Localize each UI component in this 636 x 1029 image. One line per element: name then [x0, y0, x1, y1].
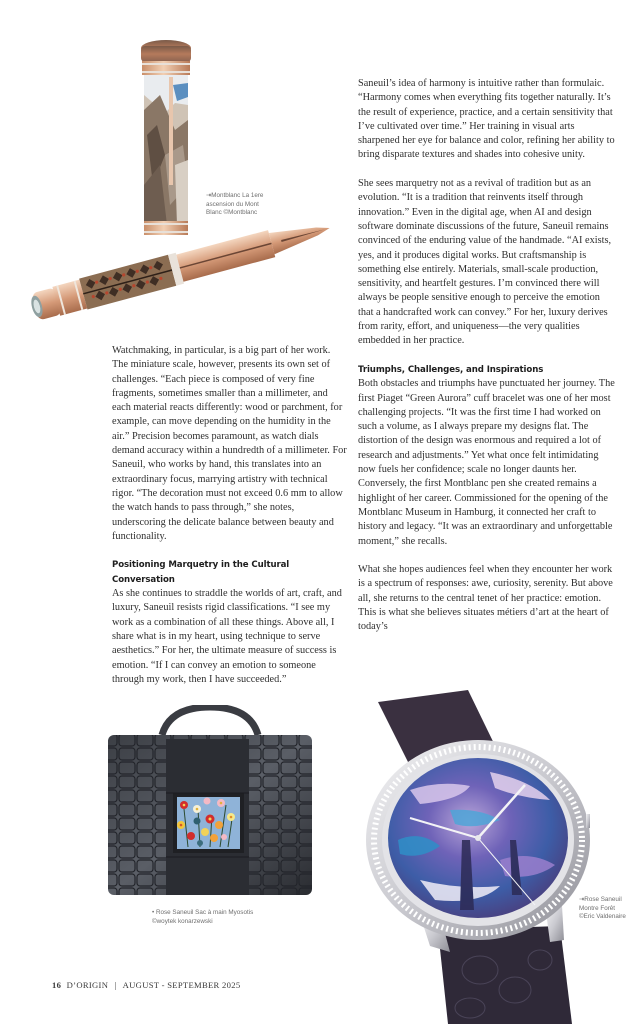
page-footer: [52, 980, 240, 990]
footer-separator: |: [114, 980, 117, 990]
caption-line: ©Eric Valdenaire: [579, 913, 626, 921]
caption-line: ⇥Rose Saneuil: [579, 896, 622, 903]
right-paragraph-4: What she hopes audiences feel when they encounter her work is a spectrum of responses: awe, curiosity, serenity. But above all, she returns to the central tenet of her practice: emotion. This is what she believes situates métiers d’art at the heart of today’s: [358, 564, 613, 633]
left-paragraph-1: Watchmaking, in particular, is a big part of her work. The miniature scale, however, presents its own set of challenges. “Each piece is composed of very fine fragments, sometimes smaller than a millimeter, and each material reacts differently: wood or parchment, for example, can move depending on the humidity in the air.” Precision becomes paramount, as watch dials demand accuracy within a hundredth of a millimeter. For Saneuil, who works by hand, this translates into an extraordinary focus, marrying artistry with technical rigor. “The decoration must not exceed 0.6 mm to allow the watch hands to pass through,” she notes, underscoring the delicate balance between beauty and functionality.: [112, 345, 347, 542]
right-paragraph-2: She sees marquetry not as a revival of tradition but as an evolution. “It is a tradition that reinvents itself through innovation.” Even in the digital age, when AI and design software dominate discussions of the future, Saneuil remains convinced of the enduring value of the handmade. “AI exists, yes, and it produces digital works. But craftsmanship is something else entirely. Materials, small-scale production, sensitivity, and heartfelt gestures. I’m convinced there will always be people sensitive enough to perceive the emotion that a handcrafted work can convey.” For her, luxury derives from rarity, effort, and uniqueness—the very qualities embedded in her practice.: [358, 178, 612, 347]
publication-name: D’ORIGIN: [66, 980, 109, 990]
left-column: [112, 344, 348, 687]
montre-foret-watch-illustration: [350, 690, 590, 1024]
caption-line: ©woytek konarzewski: [152, 917, 213, 925]
pen-caption: [206, 192, 296, 218]
bag-caption: [152, 909, 292, 926]
right-column: [358, 77, 616, 635]
montblanc-pen-illustration: [25, 35, 340, 325]
page-number: 16: [52, 980, 62, 990]
issue-date: AUGUST - SEPTEMBER 2025: [122, 980, 241, 990]
right-paragraph-3: Both obstacles and triumphs have punctuated her journey. The first Piaget “Green Aurora” cuff bracelet was one of her most challenging projects. “It was the first time I had worked on such a volume, as I always prepare my designs flat. The distortion of the design was enormous and required a lot of research and adjustments.” Yet what once felt intimidating now fuels her confidence; scale no longer daunts her. Conversely, the first Montblanc pen she created remains a highlight of her career. Commissioned for the opening of the Montblanc Museum in Hamburg, it connected her craft to history and legacy. “It was an extraordinary and unforgettable moment,” she recalls.: [358, 378, 615, 547]
pen-image: [25, 35, 340, 325]
watch-caption: [579, 896, 636, 922]
left-paragraph-2: As she continues to straddle the worlds of art, craft, and luxury, Saneuil resists rigid classifications. “I see my work as a combination of all these things. Above all, I share what is in my heart, using technique to serve aesthetics.” For her, the ultimate measure of success is emotion. “If I can convey an emotion to someone through my work, then I have succeeded.”: [112, 588, 342, 685]
myosotis-handbag-illustration: [100, 705, 320, 900]
caption-line: Montre Forêt: [579, 904, 616, 912]
caption-line: ⇥Montblanc La 1ere: [206, 192, 264, 199]
watch-image: [350, 690, 590, 1024]
caption-line: • Rose Saneuil Sac à main Myosotis: [152, 909, 254, 916]
caption-line: ascension du Mont: [206, 200, 259, 208]
section-heading-marquetry: Positioning Marquetry in the Cultural Conversation: [112, 560, 290, 585]
right-paragraph-1: Saneuil’s idea of harmony is intuitive rather than formulaic. “Harmony comes when everything fits together naturally. It’s the result of experience, practice, and a certain sensitivity that I’ve cultivated over time.” Her training in visual arts sharpened her eye for balance and color, refining her ability to bring disparate textures and shades into cohesive unity.: [358, 78, 615, 161]
section-heading-triumphs: Triumphs, Challenges, and Inspirations: [358, 364, 544, 375]
caption-line: Blanc ©Montblanc: [206, 209, 258, 217]
handbag-image: [100, 705, 320, 900]
